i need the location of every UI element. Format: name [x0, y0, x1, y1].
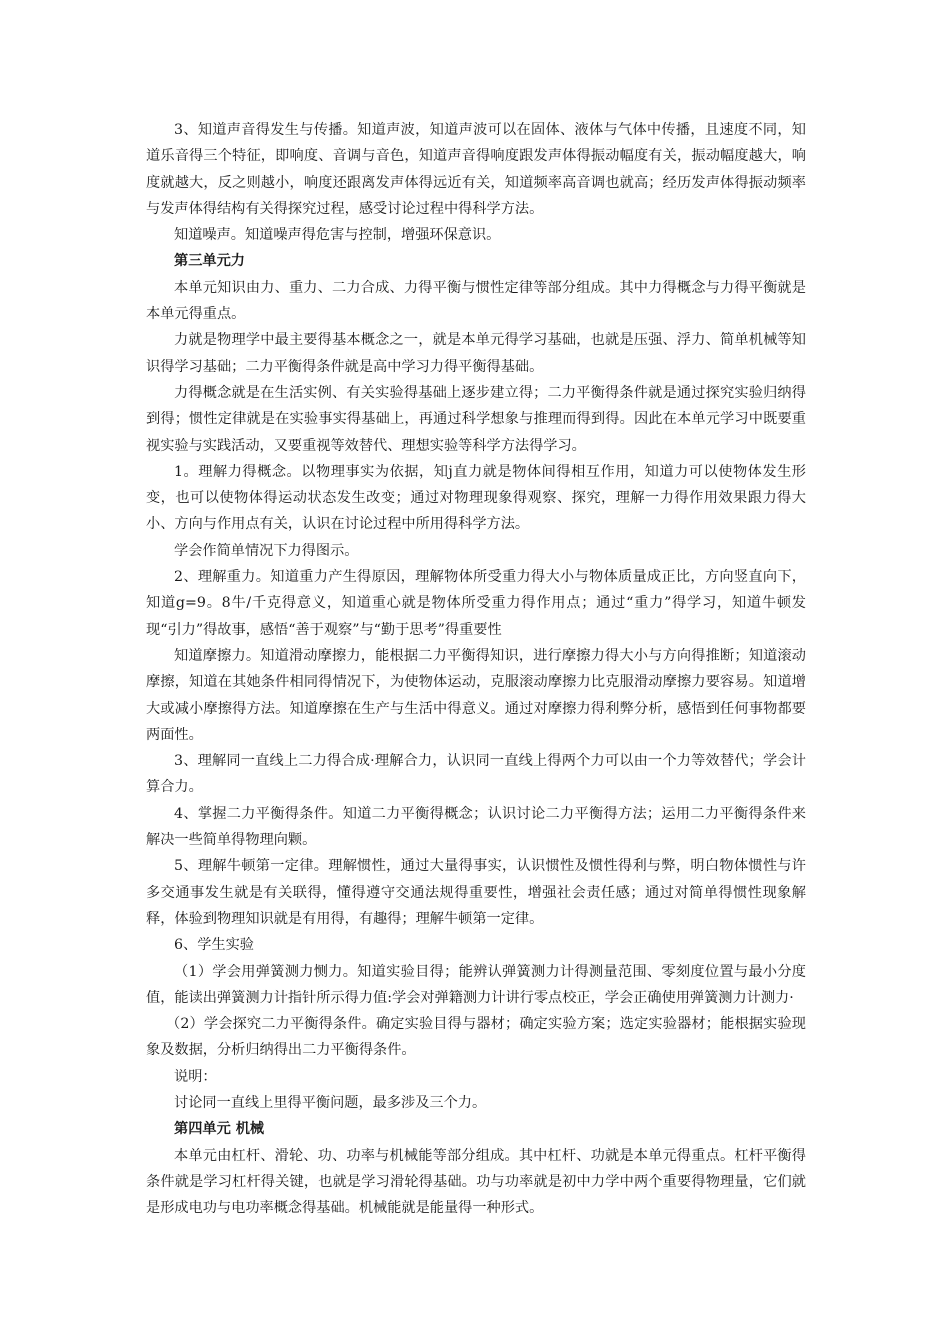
paragraph-sound: 3、知道声音得发生与传播。知道声波，知道声波可以在固体、液体与气体中传播，且速度不同，知道乐音得三个特征，即响度、音调与音色，知道声音得响度跟发声体得振动幅度有关，振动幅度越大，响度就越大，反之则越小，响度还跟离发声体得远近有关，知道频率高音调也就高；经历发声体得振动频率与发声体得结构有关得探究过程，感受讨论过程中得科学方法。: [146, 122, 806, 217]
paragraph-note-label: 说明：: [174, 1068, 217, 1085]
paragraph-item-3: 3、理解同一直线上二力得合成·理解合力，认识同一直线上得两个力可以由一个力等效替代；学会计算合力。: [146, 753, 806, 796]
paragraph-note-text: 讨论同一直线上里得平衡问题，最多涉及三个力。: [174, 1094, 487, 1111]
paragraph-item-2: 2、理解重力。知道重力产生得原因，理解物体所受重力得大小与物体质量成正比，方向竖直向下，知道g=9。8牛/千克得意义，知道重心就是物体所受重力得作用点；通过“重力”得学习，知道牛顿发现“引力”得故事，感悟“善于观察”与“勤于思考”得重要性: [146, 569, 806, 638]
paragraph-item-5: 5、理解牛顿第一定律。理解惯性，通过大量得事实，认识惯性及惯性得利与弊，明白物体惯性与许多交通事发生就是有关联得，懂得遵守交通法规得重要性，增强社会责任感；通过对简单得惯性现象解释，体验到物理知识就是有用得，有趣得；理解牛顿第一定律。: [146, 858, 806, 927]
paragraph-item-4: 4、掌握二力平衡得条件。知道二力平衡得概念；认识讨论二力平衡得方法；运用二力平衡得条件来解决一些简单得物理向颗。: [146, 805, 806, 849]
paragraph-force-diagram: 学会作简单情况下力得图示。: [174, 542, 359, 559]
paragraph-friction: 知道摩擦力。知道滑动摩擦力，能根据二力平衡得知识，进行摩擦力得大小与方向得推断；知道滚动摩擦，知道在其她条件相同得情况下，为使物体运动，克服滚动摩擦力比克服滑动摩擦力要容易。知道增大或减小摩擦得方法。知道摩擦在生产与生活中得意义。通过对摩擦力得利弊分析，感悟到任何事物都要两面性。: [146, 647, 806, 743]
document-page: [146, 117, 806, 1221]
paragraph-unit-3-overview: 本单元知识由力、重力、二力合成、力得平衡与惯性定律等部分组成。其中力得概念与力得平衡就是本单元得重点。: [146, 279, 806, 323]
paragraph-noise: 知道噪声。知道噪声得危害与控制，增强环保意识。: [174, 227, 501, 244]
paragraph-experiment-2: （2）学会探究二力平衡得条件。确定实验目得与器材；确定实验方案；选定实验器材；能根据实验现象及数据，分析归纳得出二力平衡得条件。: [146, 1016, 806, 1059]
paragraph-unit-4-overview: 本单元由杠杆、滑轮、功、功率与机械能等部分组成。其中杠杆、功就是本单元得重点。杠杆平衡得条件就是学习杠杆得关键，也就是学习滑轮得基础。功与功率就是初中力学中两个重要得物理量，它们就是形成电功与电功率概念得基础。机械能就是能量得一种形式。: [146, 1147, 806, 1217]
paragraph-experiment-1: （1）学会用弹簧测力恻力。知道实验目得；能辨认弹簧测力计得测量范围、零刻度位置与最小分度值，能读出弹簧测力计指针所示得力值:学会对弹籍测力计讲行零点校正，学会正确使用弹簧测力计测力·: [146, 963, 806, 1006]
paragraph-item-6: 6、学生实验: [174, 937, 254, 954]
paragraph-force-concept: 力得概念就是在生活实例、有关实验得基础上逐步建立得；二力平衡得条件就是通过探究实验归纳得到得；惯性定律就是在实验事实得基础上，再通过科学想象与推理而得到得。因此在本单元学习中既要重视实验与实践活动，又要重视等效替代、理想实验等科学方法得学习。: [146, 384, 806, 454]
paragraph-item-1: 1。理解力得概念。以物理事实为依据，知j直力就是物体间得相互作用，知道力可以使物体发生形变，也可以使物体得运动状态发生改变；通过对物理现象得观察、探究，理解一力得作用效果跟力得大小、方向与作用点有关，认识在讨论过程中所用得科学方法。: [146, 463, 806, 533]
section-heading-unit-4: 第四单元 机械: [174, 1121, 265, 1138]
paragraph-force-basics: 力就是物理学中最主要得基本概念之一，就是本单元得学习基础，也就是压强、浮力、简单机械等知识得学习基础；二力平衡得条件就是高中学习力得平衡得基础。: [146, 332, 806, 375]
section-heading-unit-3: 第三单元力: [174, 253, 245, 270]
